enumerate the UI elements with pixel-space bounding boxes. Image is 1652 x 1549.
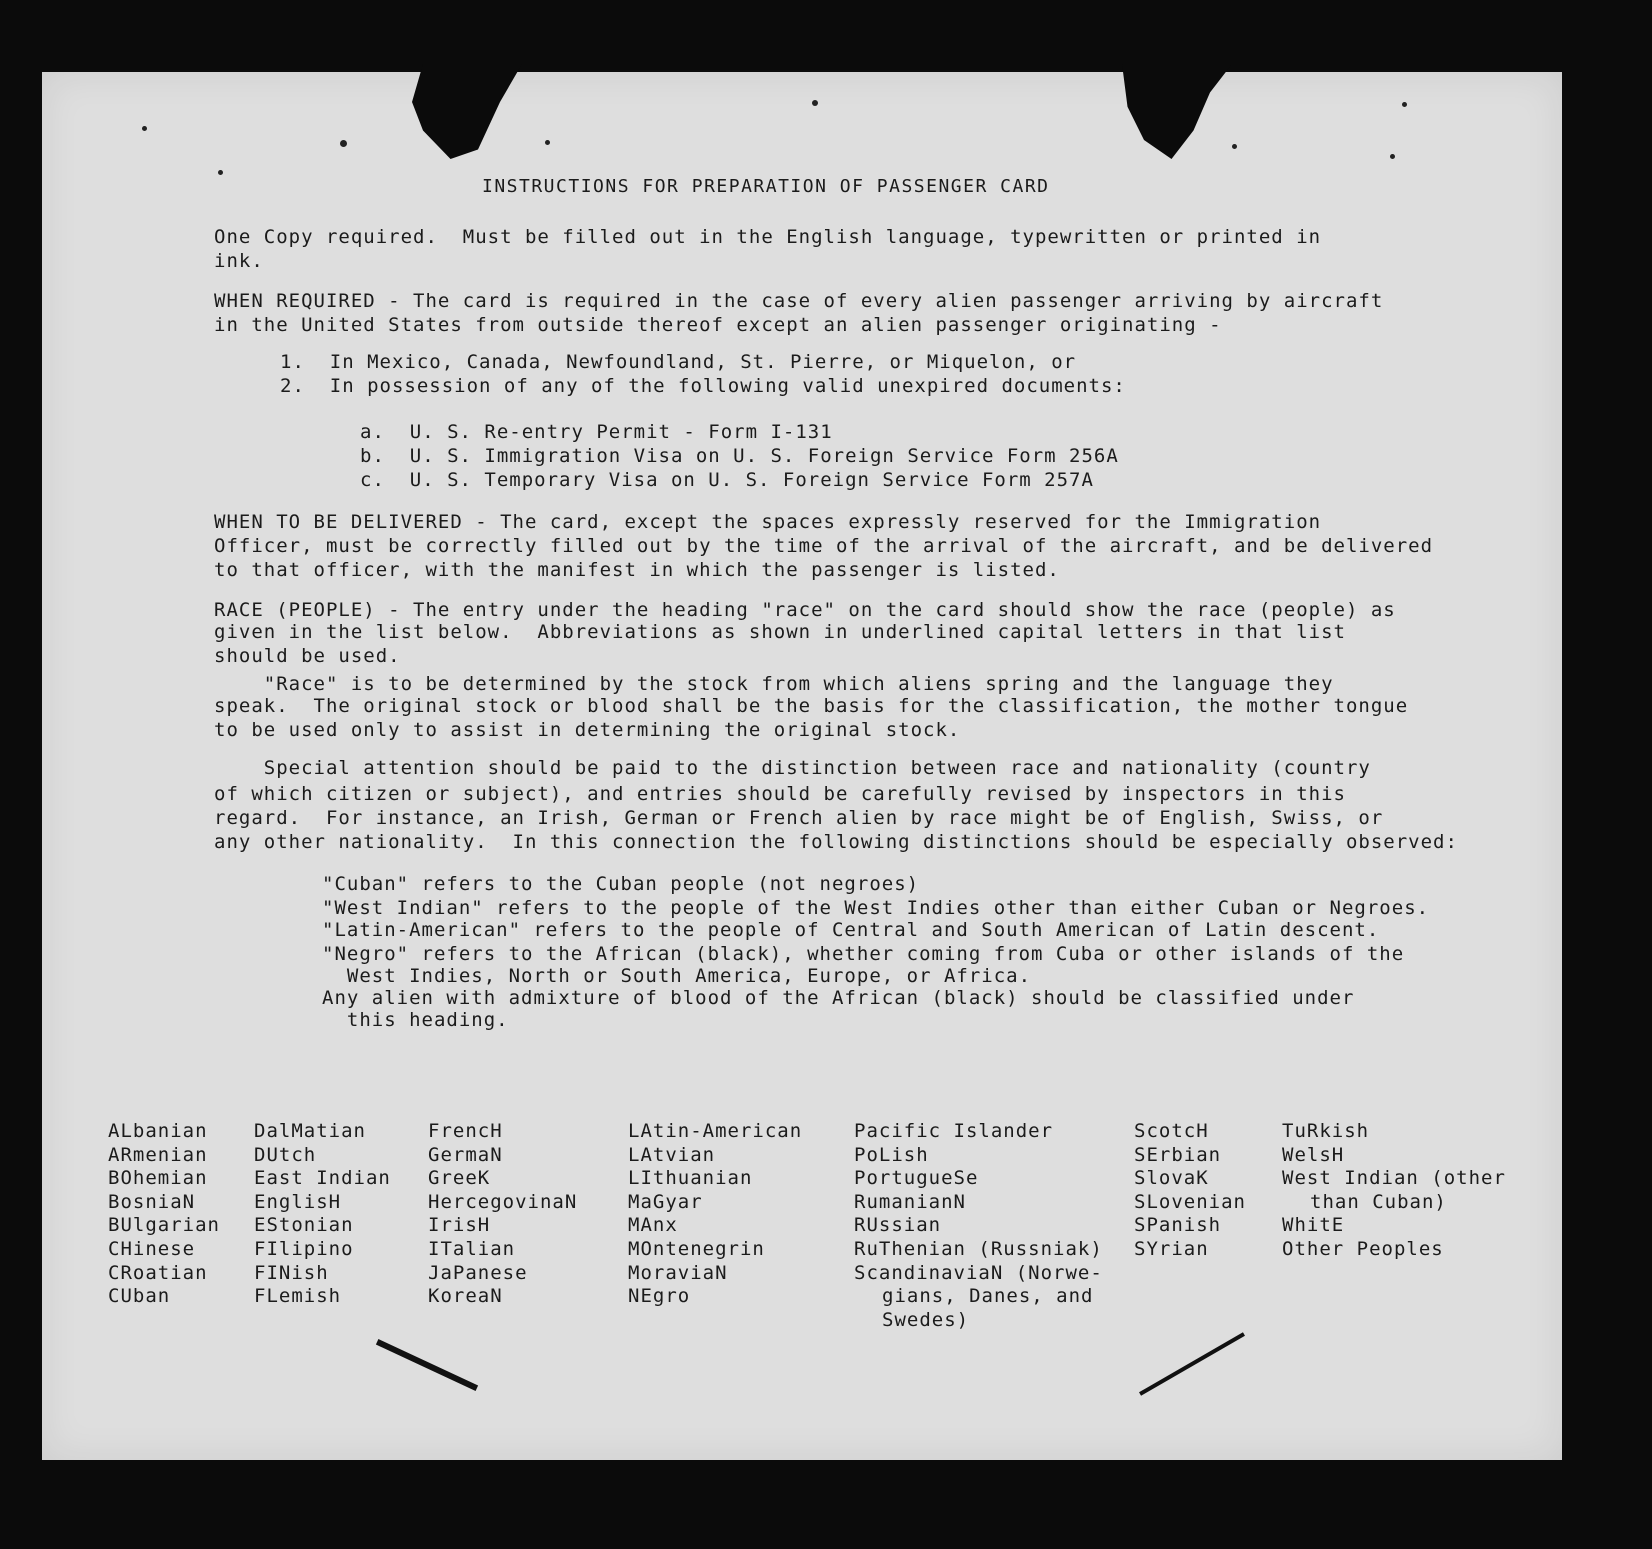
distinction-line: "Latin-American" refers to the people of Central and South American of Latin descent. [322,919,1380,941]
race-entry: EStonian [254,1214,354,1237]
race-entry: FLemish [254,1285,342,1308]
scan-speck [142,126,147,131]
race-entry: LAtvian [628,1143,716,1166]
race-entry: HercegovinaN [428,1190,578,1213]
race-line: should be used. [214,645,401,667]
race-entry: than Cuban) [1310,1190,1447,1213]
race-entry: LIthuanian [628,1167,753,1190]
race-entry: MAnx [628,1214,678,1237]
race-entry: NEgro [628,1285,691,1308]
special-attention-line: any other nationality. In this connection the following distinctions should be especially observed: [214,831,1458,853]
distinction-line: "Negro" refers to the African (black), whether coming from Cuba or other islands of the [322,943,1405,965]
race-entry: ALbanian [108,1120,208,1142]
punch-hole-right [1122,64,1232,159]
intro-line: ink. [214,250,264,272]
race-entry: DUtch [254,1143,317,1166]
race-entry: FrencH [428,1120,503,1142]
race-stock-line: speak. The original stock or blood shall be the basis for the classification, the mother tongue [214,695,1409,717]
race-entry: MoraviaN [628,1261,728,1284]
when-delivered-line: WHEN TO BE DELIVERED - The card, except the spaces expressly reserved for the Immigration [214,511,1322,533]
race-entry: GreeK [428,1167,491,1190]
race-entry: WhitE [1282,1214,1345,1237]
scan-speck [218,170,223,175]
scan-speck [545,140,550,145]
race-entry: SPanish [1134,1214,1222,1237]
race-entry: EnglisH [254,1190,342,1213]
special-attention-line: of which citizen or subject), and entries should be carefully revised by inspectors in this [214,783,1346,805]
race-entry: Pacific Islander [854,1120,1054,1142]
distinction-line: Any alien with admixture of blood of the African (black) should be classified under [322,987,1355,1009]
when-delivered-line: to that officer, with the manifest in which the passenger is listed. [214,559,1060,581]
race-entry: LAtin-American [628,1120,803,1142]
race-entry: DalMatian [254,1120,366,1142]
race-entry: SYrian [1134,1237,1209,1260]
race-entry: PoLish [854,1143,929,1166]
document-item: c. U. S. Temporary Visa on U. S. Foreign Service Form 257A [360,469,1094,491]
when-required-line: in the United States from outside thereof except an alien passenger originating - [214,314,1222,336]
scan-speck [1232,144,1237,149]
intro-line: One Copy required. Must be filled out in the English language, typewritten or printed in [214,226,1322,248]
race-list-column [854,1120,1103,1332]
race-stock-line: to be used only to assist in determining the original stock. [214,719,961,741]
race-list-column [254,1120,391,1309]
race-entry: MOntenegrin [628,1237,765,1260]
special-attention-line: regard. For instance, an Irish, German or French alien by race might be of English, Swiss, or [214,807,1384,829]
race-entry: ScandinaviaN (Norwe- [854,1261,1103,1284]
race-entry: FIlipino [254,1237,354,1260]
distinction-line: "Cuban" refers to the Cuban people (not negroes) [322,873,920,895]
race-entry: TuRkish [1282,1120,1370,1142]
race-entry: RUssian [854,1214,942,1237]
when-delivered-line: Officer, must be correctly filled out by the time of the arrival of the aircraft, and be delivered [214,535,1434,557]
race-entry: IrisH [428,1214,491,1237]
race-entry: SlovaK [1134,1167,1209,1190]
race-entry: East Indian [254,1167,391,1190]
race-entry: RuThenian (Russniak) [854,1237,1103,1260]
race-entry: CUban [108,1285,171,1308]
race-entry: BosniaN [108,1190,196,1213]
race-entry: West Indian (other [1282,1167,1506,1190]
race-list-column [1134,1120,1246,1262]
race-entry: BUlgarian [108,1214,220,1237]
race-entry: WelsH [1282,1143,1345,1166]
condition-item: 2. In possession of any of the following valid unexpired documents: [280,375,1126,397]
page-title: INSTRUCTIONS FOR PREPARATION OF PASSENGER CARD [482,176,1050,197]
race-list-column [108,1120,220,1309]
race-entry: CRoatian [108,1261,208,1284]
race-list-column [428,1120,577,1309]
race-line: given in the list below. Abbreviations as shown in underlined capital letters in that list [214,621,1346,643]
race-entry: SLovenian [1134,1190,1246,1213]
when-required-line: WHEN REQUIRED - The card is required in the case of every alien passenger arriving by aircraft [214,290,1384,312]
race-entry: FINish [254,1261,329,1284]
race-entry: ITalian [428,1237,516,1260]
race-list-column [628,1120,802,1309]
document-item: a. U. S. Re-entry Permit - Form I-131 [360,421,833,443]
scan-speck [1402,102,1407,107]
race-entry: MaGyar [628,1190,703,1213]
condition-item: 1. In Mexico, Canada, Newfoundland, St. Pierre, or Miquelon, or [280,351,1077,373]
scan-speck [812,100,818,106]
punch-hole-left [412,64,522,159]
race-entry: ScotcH [1134,1120,1209,1142]
race-entry: KoreaN [428,1285,503,1308]
race-entry: gians, Danes, and [882,1285,1094,1308]
scan-speck [340,140,347,147]
distinction-line: this heading. [322,1009,509,1031]
race-line: RACE (PEOPLE) - The entry under the heading "race" on the card should show the race (people) as [214,599,1396,621]
document-item: b. U. S. Immigration Visa on U. S. Foreign Service Form 256A [360,445,1119,467]
race-entry: BOhemian [108,1167,208,1190]
race-entry: SErbian [1134,1143,1222,1166]
race-entry: Other Peoples [1282,1237,1444,1260]
distinction-line: West Indies, North or South America, Europe, or Africa. [322,965,1032,987]
special-attention-line: Special attention should be paid to the distinction between race and nationality (country [214,757,1371,779]
scan-scuff [1139,1332,1245,1395]
race-entry: RumanianN [854,1190,966,1213]
race-entry: GermaN [428,1143,503,1166]
race-entry: JaPanese [428,1261,528,1284]
scan-speck [1390,154,1395,159]
race-entry: ARmenian [108,1143,208,1166]
race-list-column [1282,1120,1506,1262]
race-entry: CHinese [108,1237,196,1260]
race-stock-line: "Race" is to be determined by the stock from which aliens spring and the language they [214,673,1334,695]
race-entry: PortugueSe [854,1167,979,1190]
distinction-line: "West Indian" refers to the people of the West Indies other than either Cuban or Negroes. [322,897,1430,919]
race-entry: Swedes) [882,1308,970,1331]
scan-scuff [376,1339,478,1391]
